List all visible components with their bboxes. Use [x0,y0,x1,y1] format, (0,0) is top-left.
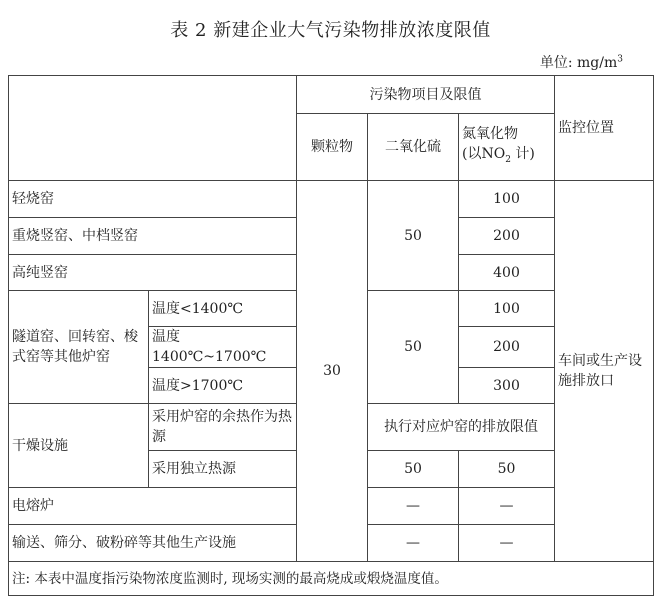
nox-hot-value: 300 [459,368,555,404]
header-monitor: 监控位置 [555,76,654,181]
header-pollutant-group: 污染物项目及限值 [297,76,555,114]
electric-so2-value: — [368,488,459,525]
row-temp-high: 温度>1700℃ [149,368,297,404]
row-temp-mid: 温度1400℃~1700℃ [149,327,297,368]
row-temp-low: 温度<1400℃ [149,291,297,327]
unit-label: 单位: $mg/m^3$ [539,54,623,71]
table-title: 表 2 新建企业大气污染物排放浓度限值 [170,20,491,41]
header-blank [9,76,297,181]
conveying-so2-value: — [368,525,459,562]
nox-independent-value: 50 [459,451,555,488]
row-electric: 电熔炉 [9,488,297,525]
row-independent: 采用独立热源 [149,451,297,488]
header-so2: 二氧化硫 [368,114,459,181]
electric-nox-value: — [459,488,555,525]
row-light-kiln: 轻烧窑 [9,181,297,218]
nox-light-value: 100 [459,181,555,218]
pm-all-value: 30 [297,181,368,562]
nox-heavy-value: 200 [459,218,555,255]
so2-group2-value: 50 [368,291,459,404]
header-nox: 氮氧化物 (以$NO_2$ 计) [459,114,555,181]
row-tunnel: 隧道窑、回转窑、梭式窑等其他炉窑 [9,291,149,404]
row-conveying: 输送、筛分、破粉碎等其他生产设施 [9,525,297,562]
table-note: 注: 本表中温度指污染物浓度监测时, 现场实测的最高烧成或煅烧温度值。 [9,562,654,596]
header-pm: 颗粒物 [297,114,368,181]
emission-limits-table [8,75,654,596]
monitor-location: 车间或生产设施排放口 [555,181,654,562]
conveying-nox-value: — [459,525,555,562]
row-waste-heat: 采用炉窑的余热作为热源 [149,404,297,451]
nox-mid-value: 200 [459,327,555,368]
row-dryer: 干燥设施 [9,404,149,488]
so2-group1-value: 50 [368,181,459,291]
waste-heat-limit: 执行对应炉窑的排放限值 [368,404,555,451]
so2-independent-value: 50 [368,451,459,488]
nox-low-value: 100 [459,291,555,327]
nox-high-value: 400 [459,255,555,291]
row-high-purity: 高纯竖窑 [9,255,297,291]
row-heavy-kiln: 重烧竖窑、中档竖窑 [9,218,297,255]
